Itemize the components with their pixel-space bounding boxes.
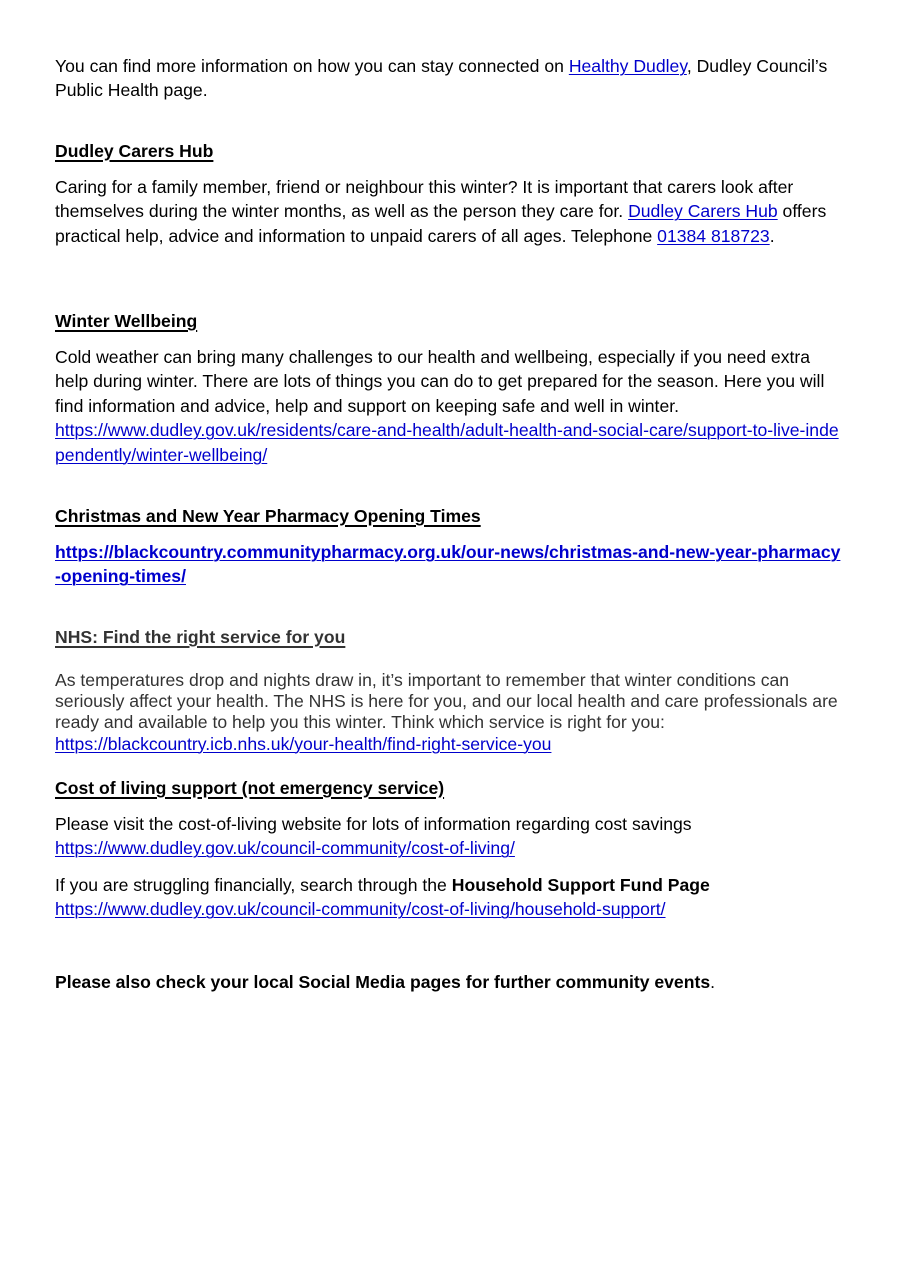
household-support-link[interactable]: https://www.dudley.gov.uk/council-community/cost-of-living/household-support/ bbox=[55, 899, 666, 920]
pharmacy-heading: Christmas and New Year Pharmacy Opening Times bbox=[55, 506, 481, 526]
cost-of-living-link[interactable]: https://www.dudley.gov.uk/council-community/cost-of-living/ bbox=[55, 838, 515, 859]
cost-of-living-heading: Cost of living support (not emergency service) bbox=[55, 778, 445, 798]
carers-hub-section bbox=[55, 139, 845, 163]
winter-wellbeing-heading: Winter Wellbeing bbox=[55, 311, 198, 331]
dudley-carers-hub-link[interactable]: Dudley Carers Hub bbox=[628, 201, 778, 222]
winter-wellbeing-link[interactable]: https://www.dudley.gov.uk/residents/care-and-health/adult-health-and-social-care/support-to-live-independently/winter-wellbeing/ bbox=[55, 420, 839, 465]
winter-wellbeing-section bbox=[55, 309, 845, 333]
nhs-paragraph bbox=[55, 670, 845, 755]
closing-bold-text: Please also check your local Social Media pages for further community events bbox=[55, 972, 711, 992]
household-support-fund-label: Household Support Fund Page bbox=[451, 875, 710, 895]
nhs-text: As temperatures drop and nights draw in, it’s important to remember that winter conditions can seriously affect your health. The NHS is here for you, and our local health and care professionals are ready and available to help you this winter. Think which service is right for you: bbox=[55, 670, 838, 733]
cost-of-living-para1 bbox=[55, 812, 845, 861]
nhs-heading: NHS: Find the right service for you bbox=[55, 627, 346, 647]
carers-hub-body bbox=[55, 175, 845, 248]
intro-text: You can find more information on how you can stay connected on bbox=[55, 56, 569, 76]
carers-hub-paragraph bbox=[55, 175, 845, 248]
winter-wellbeing-paragraph bbox=[55, 345, 845, 467]
nhs-find-service-link[interactable]: https://blackcountry.icb.nhs.uk/your-health/find-right-service-you bbox=[55, 733, 552, 754]
pharmacy-body bbox=[55, 540, 845, 589]
carers-hub-text-middle: offers practical help, advice and information to unpaid carers of all ages. Telephone bbox=[55, 201, 827, 246]
cost-of-living-text: Please visit the cost-of-living website for lots of information regarding cost savings bbox=[55, 814, 692, 834]
carers-hub-text-after: . bbox=[769, 225, 775, 246]
winter-wellbeing-text: Cold weather can bring many challenges to our health and wellbeing, especially if you need extra help during winter. There are lots of things you can do to get prepared for the season. Here you will find information and advice, help and support on keeping safe and well in winter. bbox=[55, 347, 825, 416]
closing-period: . bbox=[710, 972, 716, 992]
closing-section bbox=[55, 970, 845, 994]
closing-paragraph bbox=[55, 970, 845, 994]
household-support-text: If you are struggling financially, search through the bbox=[55, 875, 452, 895]
nhs-body bbox=[55, 670, 845, 755]
intro-paragraph bbox=[55, 54, 845, 103]
nhs-section bbox=[55, 625, 845, 649]
cost-of-living-section bbox=[55, 776, 845, 800]
pharmacy-opening-times-link[interactable]: https://blackcountry.communitypharmacy.org.uk/our-news/christmas-and-new-year-pharmacy-opening-times/ bbox=[55, 542, 841, 587]
intro-section bbox=[55, 54, 845, 103]
carers-hub-heading: Dudley Carers Hub bbox=[55, 141, 214, 161]
carers-hub-text: Caring for a family member, friend or neighbour this winter? It is important that carers look after themselves during the winter months, as well as the person they care for. bbox=[55, 177, 794, 222]
winter-wellbeing-body bbox=[55, 345, 845, 467]
carers-hub-phone-link[interactable]: 01384 818723 bbox=[657, 225, 770, 246]
pharmacy-section bbox=[55, 504, 845, 528]
healthy-dudley-link[interactable]: Healthy Dudley bbox=[568, 56, 687, 76]
cost-of-living-para2 bbox=[55, 873, 845, 922]
intro-text-after: , Dudley Council’s Public Health page. bbox=[55, 56, 828, 101]
